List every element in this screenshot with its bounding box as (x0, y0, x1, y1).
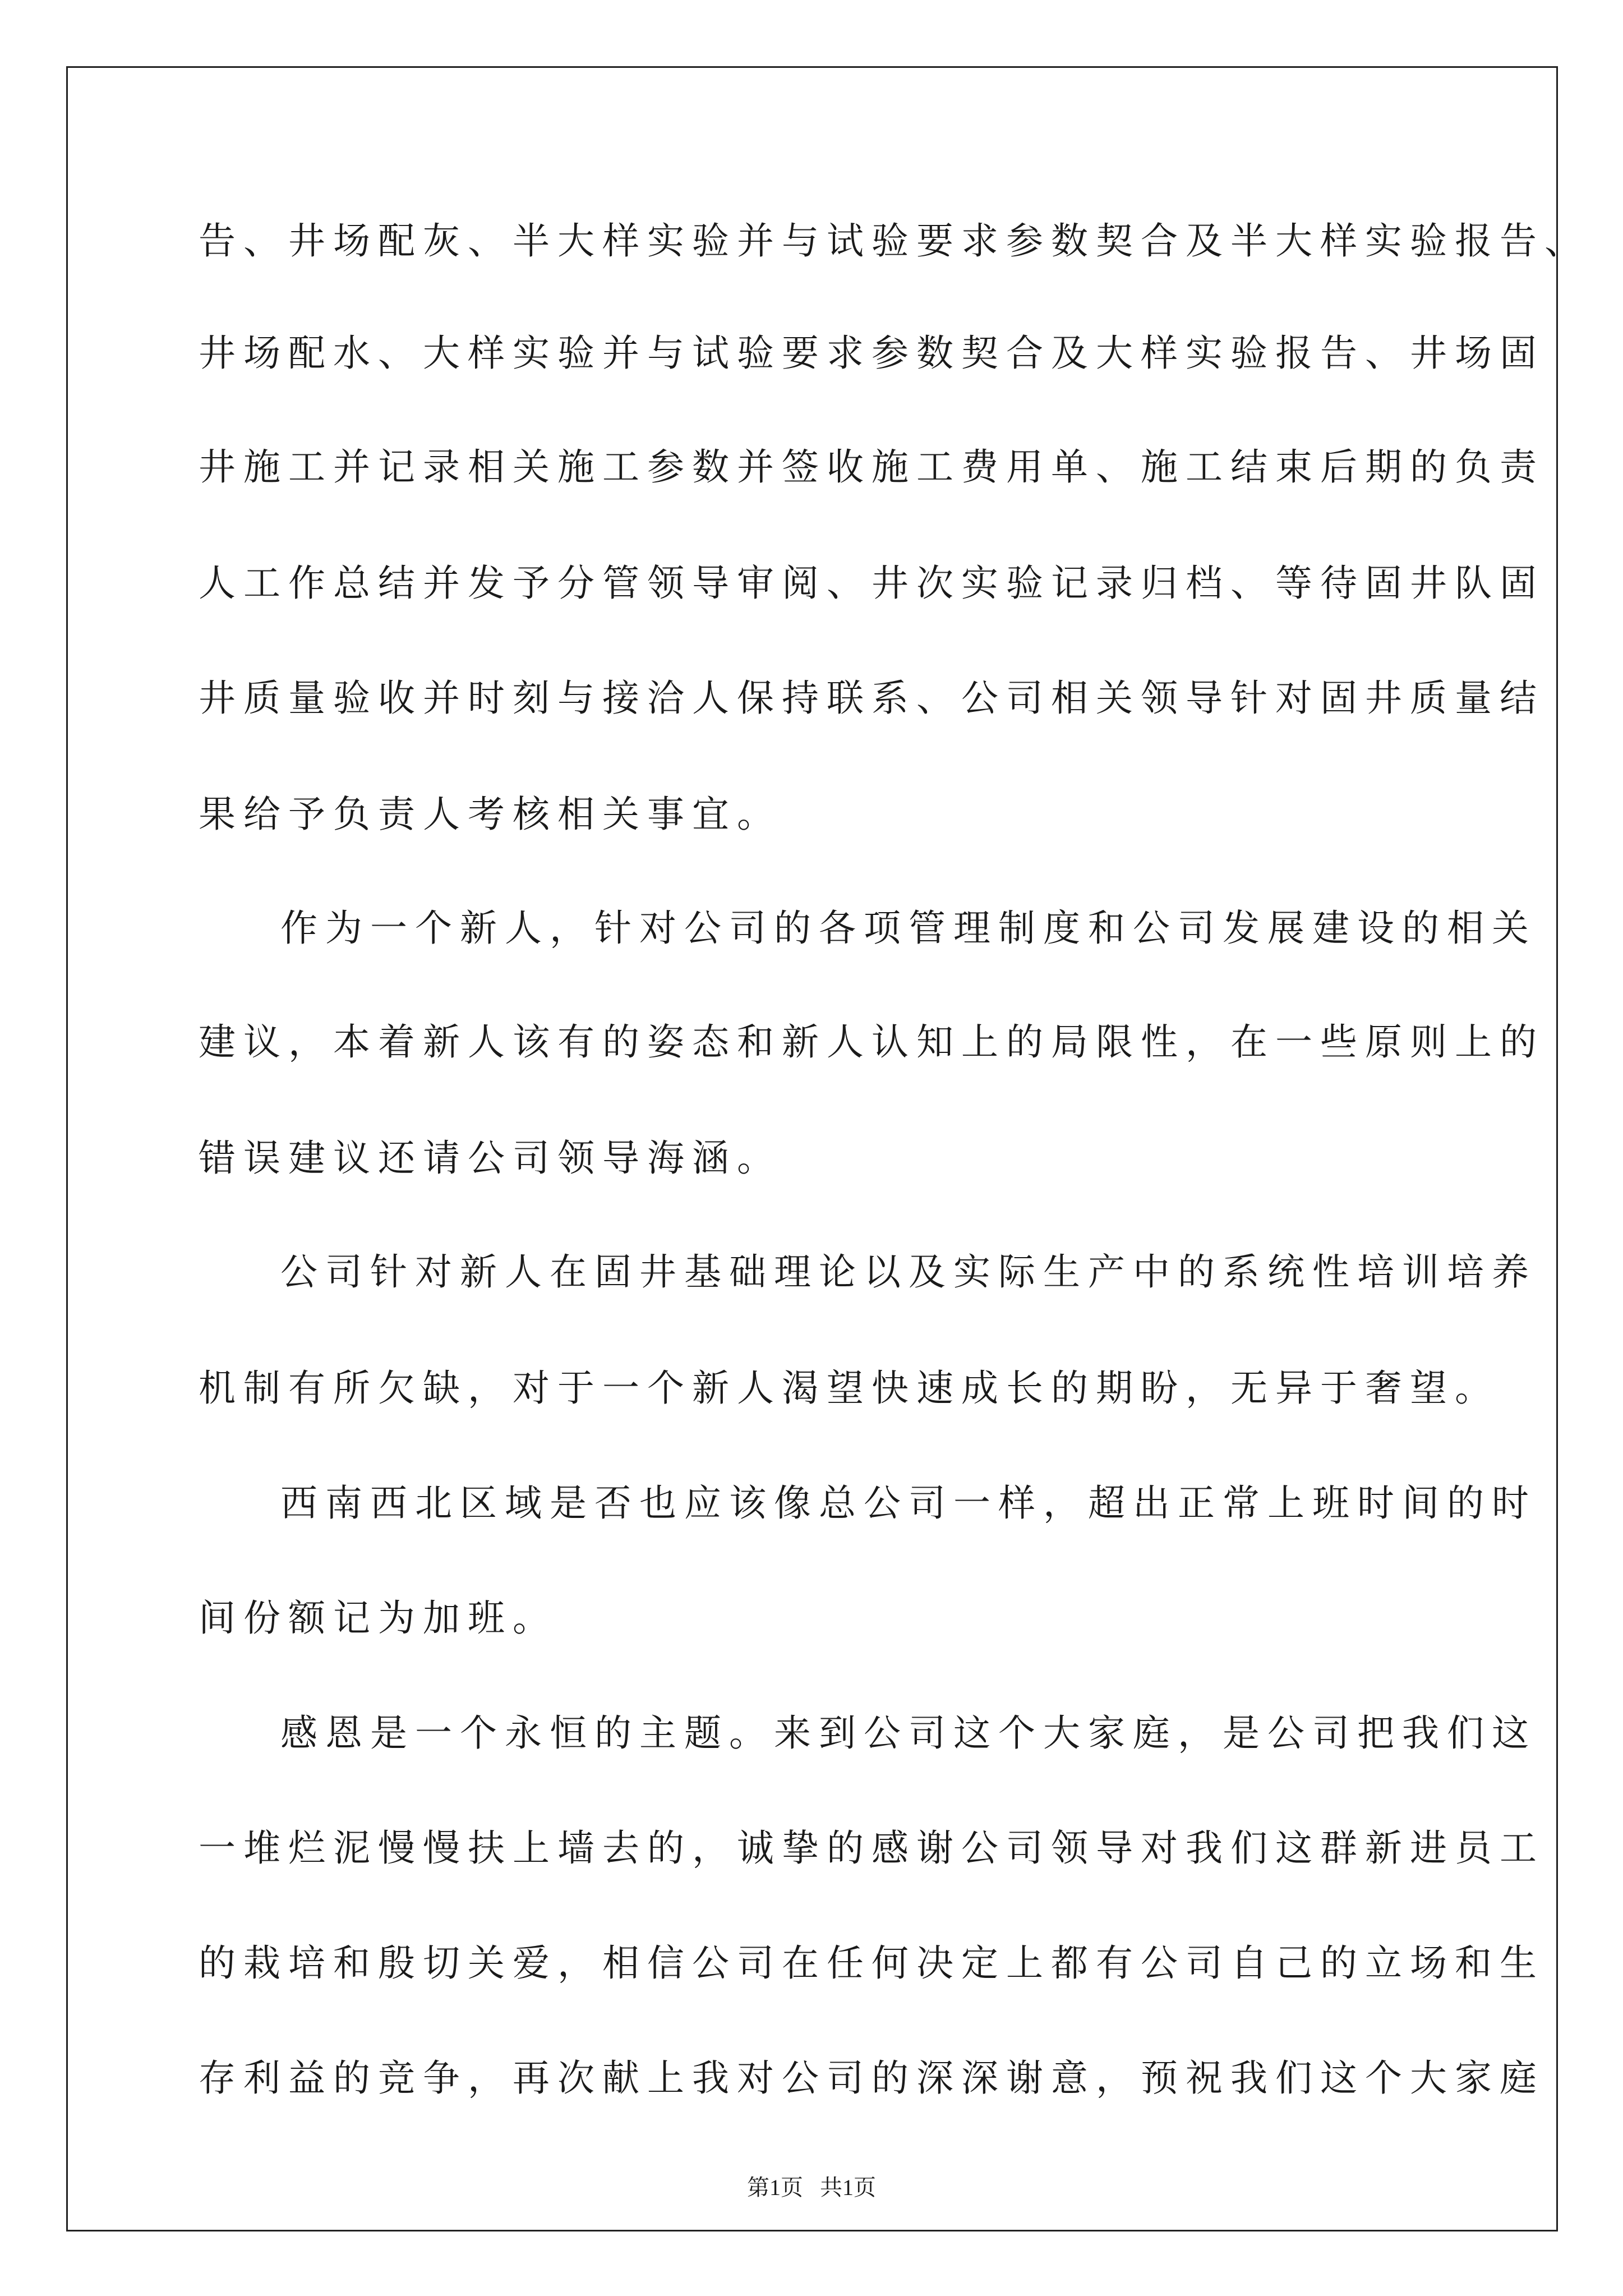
text-line: 井质量验收并时刻与接洽人保持联系、公司相关领导针对固井质量结 (199, 677, 1544, 720)
paragraph-start-line: 作为一个新人，针对公司的各项管理制度和公司发展建设的相关 (280, 907, 1537, 950)
paragraph-start-line: 西南西北区域是否也应该像总公司一样，超出正常上班时间的时 (280, 1481, 1537, 1525)
text-line: 人工作总结并发予分管领导审阅、井次实验记录归档、等待固井队固 (199, 562, 1544, 605)
text-line: 建议，本着新人该有的姿态和新人认知上的局限性，在一些原则上的 (199, 1020, 1544, 1064)
paragraph-start-line: 公司针对新人在固井基础理论以及实际生产中的系统性培训培养 (280, 1250, 1537, 1294)
text-line: 的栽培和殷切关爱，相信公司在任何决定上都有公司自己的立场和生 (199, 1941, 1544, 1985)
text-line: 间份额记为加班。 (199, 1596, 557, 1640)
text-line: 告、井场配灰、半大样实验并与试验要求参数契合及半大样实验报告、 (199, 219, 1589, 263)
page-number-footer: 第1页 共1页 (747, 2175, 876, 2200)
text-line: 井施工并记录相关施工参数并签收施工费用单、施工结束后期的负责 (199, 445, 1544, 489)
text-line: 机制有所欠缺，对于一个新人渴望快速成长的期盼，无异于奢望。 (199, 1366, 1500, 1410)
text-line: 井场配水、大样实验并与试验要求参数契合及大样实验报告、井场固 (199, 332, 1544, 375)
text-line: 果给予负责人考核相关事宜。 (199, 793, 782, 836)
paragraph-start-line: 感恩是一个永恒的主题。来到公司这个大家庭，是公司把我们这 (280, 1711, 1537, 1755)
text-line: 错误建议还请公司领导海涵。 (199, 1137, 782, 1180)
text-line: 存利益的竞争，再次献上我对公司的深深谢意，预祝我们这个大家庭 (199, 2056, 1544, 2100)
text-line: 一堆烂泥慢慢扶上墙去的，诚挚的感谢公司领导对我们这群新进员工 (199, 1826, 1544, 1870)
